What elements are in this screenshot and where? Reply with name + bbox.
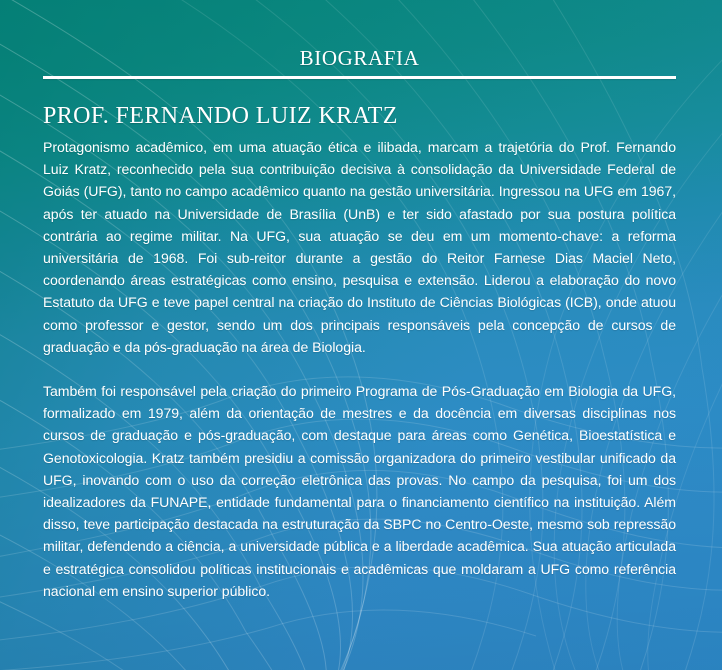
biography-paragraph-2: Também foi responsável pela criação do primeiro Programa de Pós-Graduação em Biologia da UFG, formalizado em 1979, além da orientação de mestres e da docência em diversas disciplinas nos cursos de graduação e pós-graduação, com destaque para áreas como Genética, Bioestatística e Genotoxicologia. Kratz também presidiu a comissão organizadora do primeiro vestibular unificado da UFG, inovando com o uso da correção eletrônica das provas. No campo da pesquisa, foi um dos idealizadores da FUNAPE, entidade fundamental para o financiamento científico na instituição. Além disso, teve participação destacada na estruturação da SBPC no Centro-Oeste, mesmo sob repressão militar, defendendo a ciência, a universidade pública e a liberdade acadêmica. Sua atuação articulada e estratégica consolidou políticas institucionais e acadêmicas que moldaram a UFG como referência nacional em ensino superior público.	[43, 383, 676, 599]
title-divider	[43, 76, 676, 79]
person-name-heading: PROF. FERNANDO LUIZ KRATZ	[43, 103, 398, 129]
biography-body	[43, 136, 676, 602]
slide-content	[43, 0, 676, 670]
biography-paragraph-1: Protagonismo acadêmico, em uma atuação ética e ilibada, marcam a trajetória do Prof. Fernando Luiz Kratz, reconhecido pela sua contribuição decisiva à consolidação da Universidade Federal de Goiás (UFG), tanto no campo acadêmico quanto na gestão universitária. Ingressou na UFG em 1967, após ter atuado na Universidade de Brasília (UnB) e ter sido afastado por sua postura política contrária ao regime militar. Na UFG, sua atuação se deu em um momento-chave: a reforma universitária de 1968. Foi sub-reitor durante a gestão do Reitor Farnese Dias Maciel Neto, coordenando áreas estratégicas como ensino, pesquisa e extensão. Liderou a elaboração do novo Estatuto da UFG e teve papel central na criação do Instituto de Ciências Biológicas (ICB), onde atuou como professor e gestor, sendo um dos principais responsáveis pela concepção de cursos de graduação e da pós-graduação na área de Biologia.	[43, 139, 676, 355]
page-title: BIOGRAFIA	[299, 46, 420, 70]
